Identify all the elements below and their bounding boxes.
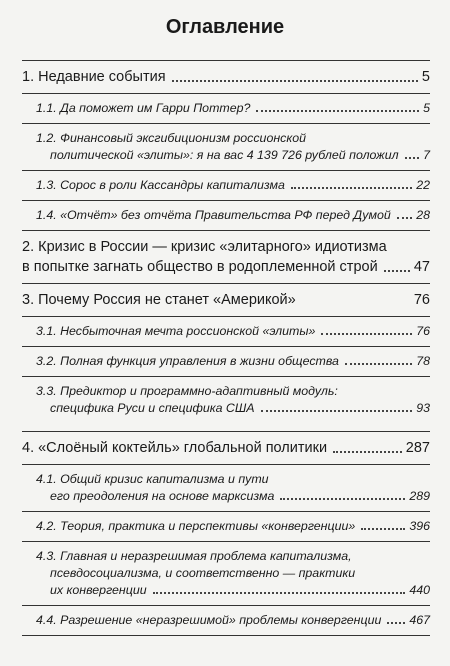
divider xyxy=(22,170,430,171)
section-title-cont: специфика Руси и специфика США xyxy=(50,401,255,415)
divider xyxy=(22,316,430,317)
section-title-cont: его преодоления на основе марксизма xyxy=(50,489,275,503)
section-title: 4.4. Разрешение «неразрешимой» проблемы конвергенции xyxy=(36,613,382,627)
chapter-title: 2. Кризис в России — кризис «элитарного» идиотизма xyxy=(22,239,387,255)
dot-leader xyxy=(153,592,406,594)
toc-section-3-3[interactable] xyxy=(22,383,430,417)
divider xyxy=(22,283,430,284)
dot-leader xyxy=(384,270,410,272)
toc-section-1-3[interactable] xyxy=(22,177,430,194)
dot-leader xyxy=(321,333,412,335)
toc-section-4-1[interactable] xyxy=(22,471,430,505)
toc-section-3-2[interactable] xyxy=(22,353,430,370)
section-title-cont: политической «элиты»: я на вас 4 139 726 рублей положил xyxy=(50,148,399,162)
divider xyxy=(22,431,430,432)
dot-leader xyxy=(261,410,413,412)
toc-section-1-4[interactable] xyxy=(22,207,430,224)
page-number: 440 xyxy=(409,583,430,597)
section-title: 4.2. Теория, практика и перспективы «конвергенции» xyxy=(36,519,356,533)
dot-leader xyxy=(280,498,405,500)
section-title: 4.3. Главная и неразрешимая проблема капитализма, xyxy=(36,549,352,563)
page-number: 76 xyxy=(416,324,430,338)
section-title: 1.3. Сорос в роли Кассандры капитализма xyxy=(36,178,285,192)
dot-leader xyxy=(345,363,412,365)
divider xyxy=(22,605,430,606)
dot-leader xyxy=(333,451,402,453)
toc-section-4-4[interactable] xyxy=(22,612,430,629)
divider xyxy=(22,93,430,94)
section-title: 3.2. Полная функция управления в жизни общества xyxy=(36,354,339,368)
dot-leader xyxy=(387,622,405,624)
section-title: 4.1. Общий кризис капитализма и пути xyxy=(36,472,269,486)
table-of-contents xyxy=(22,54,430,642)
chapter-title: 1. Недавние события xyxy=(22,69,166,85)
divider xyxy=(22,511,430,512)
chapter-title: 3. Почему Россия не станет «Америкой» xyxy=(22,292,296,308)
dot-leader xyxy=(361,528,405,530)
page-number: 78 xyxy=(416,354,430,368)
toc-chapter-3[interactable] xyxy=(22,290,430,310)
page-number: 396 xyxy=(409,519,430,533)
section-title: 3.3. Предиктор и программно-адаптивный модуль: xyxy=(36,384,338,398)
section-title-cont: псевдосоциализма, и соответственно — практики xyxy=(50,566,356,580)
section-title: 1.1. Да поможет им Гарри Поттер? xyxy=(36,101,251,115)
toc-section-4-2[interactable] xyxy=(22,518,430,535)
page-number: 28 xyxy=(416,208,430,222)
section-title: 3.1. Несбыточная мечта россионской «элиты» xyxy=(36,324,316,338)
page-number: 5 xyxy=(423,101,430,115)
page-number: 5 xyxy=(421,69,430,85)
toc-chapter-2[interactable] xyxy=(22,237,430,277)
divider xyxy=(22,541,430,542)
divider xyxy=(22,230,430,231)
divider xyxy=(22,200,430,201)
toc-section-1-2[interactable] xyxy=(22,130,430,164)
dot-leader xyxy=(405,157,420,159)
page-number: 7 xyxy=(423,148,430,162)
dot-leader xyxy=(256,110,419,112)
divider xyxy=(22,123,430,124)
toc-chapter-1[interactable] xyxy=(22,67,430,87)
section-title-cont: их конвергенции xyxy=(50,583,147,597)
page-number: 76 xyxy=(413,292,430,308)
divider xyxy=(22,376,430,377)
page-number: 22 xyxy=(416,178,430,192)
chapter-title: 4. «Слоёный коктейль» глобальной политики xyxy=(22,440,328,456)
page-number: 467 xyxy=(409,613,430,627)
divider xyxy=(22,60,430,61)
chapter-title-cont: в попытке загнать общество в родоплеменной строй xyxy=(22,259,378,275)
divider xyxy=(22,635,430,636)
page-number: 287 xyxy=(405,440,430,456)
page-number: 93 xyxy=(416,401,430,415)
divider xyxy=(22,464,430,465)
dot-leader xyxy=(291,187,412,189)
toc-section-4-3[interactable] xyxy=(22,548,430,599)
section-title: 1.2. Финансовый эксгибиционизм россионской xyxy=(36,131,306,145)
section-title: 1.4. «Отчёт» без отчёта Правительства РФ перед Думой xyxy=(36,208,391,222)
toc-section-3-1[interactable] xyxy=(22,323,430,340)
page-number: 47 xyxy=(413,259,430,275)
page-title: Оглавление xyxy=(165,16,285,38)
toc-chapter-4[interactable] xyxy=(22,438,430,458)
page-number: 289 xyxy=(409,489,430,503)
dot-leader xyxy=(172,80,418,82)
toc-section-1-1[interactable] xyxy=(22,100,430,117)
divider xyxy=(22,346,430,347)
dot-leader xyxy=(397,217,412,219)
